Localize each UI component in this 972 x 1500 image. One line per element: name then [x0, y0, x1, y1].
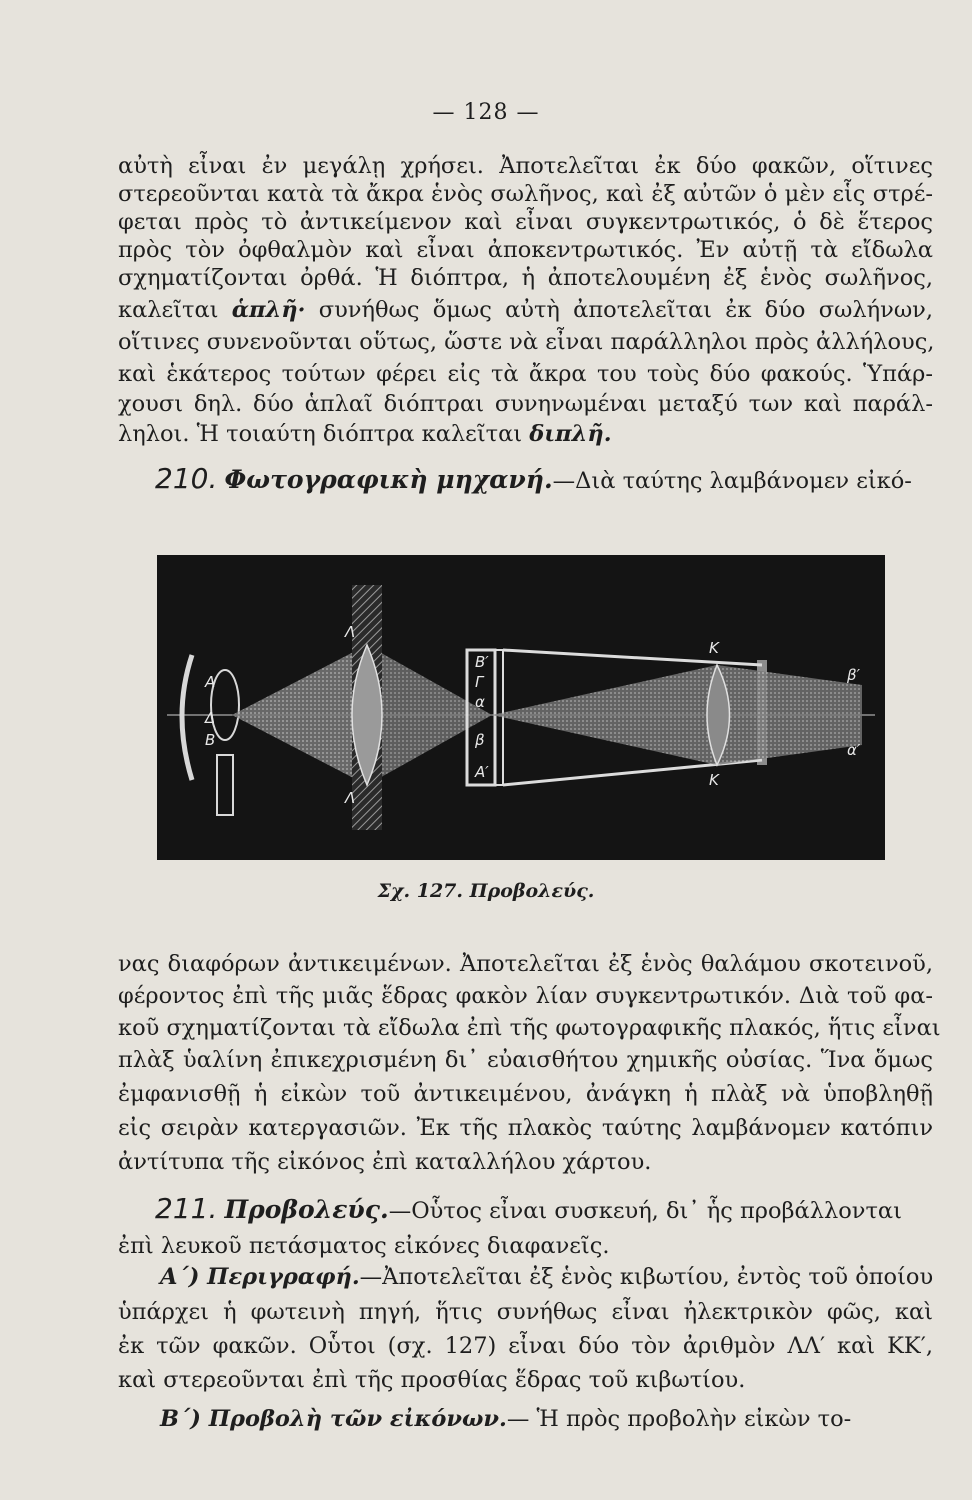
section-title: Προβολεύς. [224, 1195, 389, 1224]
text-line: αὐτὴ εἶναι ἐν μεγάλῃ χρήσει. Ἀποτελεῖται ἐκ δύο φακῶν, οἵτινες [118, 153, 933, 179]
lamp-base [217, 755, 233, 815]
text-line [118, 296, 933, 324]
text-fragment: συνήθως ὅμως αὐτὴ ἀποτελεῖται ἐκ δύο σωλήνων, [305, 297, 933, 323]
label-alpha: α [475, 693, 485, 711]
figure-caption: Σχ. 127. Προβολεύς. [377, 880, 595, 902]
text-line: φέροντος ἐπὶ τῆς μιᾶς ἕδρας φακὸν λίαν συγκεντρωτικόν. Διὰ τοῦ φα- [118, 983, 933, 1009]
text-line: πρὸς τὸν ὀφθαλμὸν καὶ εἶναι ἀποκεντρωτικός. Ἐν αὐτῇ τὰ εἴδωλα [118, 237, 933, 263]
page-number: — 128 — [432, 100, 540, 125]
section-210-heading [155, 462, 935, 495]
section-title: Φωτογραφικὴ μηχανή. [224, 465, 553, 494]
label-Delta: Δ [205, 709, 216, 727]
subsection-b-heading [160, 1406, 851, 1432]
label-Lambda-top: Λ [345, 623, 356, 641]
label-beta: β [475, 731, 485, 749]
subsection-text: — Ἡ πρὸς προβολὴν εἰκὼν το- [506, 1406, 852, 1432]
text-line: πλὰξ ὑαλίνη ἐπικεχρισμένη δι᾿ εὐαισθήτου χημικῆς οὐσίας. Ἵνα ὅμως [118, 1047, 933, 1073]
projector-diagram-svg [157, 555, 885, 860]
text-line: κοῦ σχηματίζονται τὰ εἴδωλα ἐπὶ τῆς φωτογραφικῆς πλακός, ἥτις εἶναι [118, 1015, 941, 1041]
text-line: φεται πρὸς τὸ ἀντικείμενον καὶ εἶναι συγκεντρωτικός, ὁ δὲ ἕτερος [118, 209, 933, 235]
section-number: 210. [155, 462, 218, 495]
text-line: ἐπὶ λευκοῦ πετάσματος εἰκόνες διαφανεῖς. [118, 1233, 610, 1259]
text-line: χουσι δηλ. δύο ἁπλαῖ διόπτραι συνηνωμέναι μεταξύ των καὶ παράλ- [118, 391, 933, 417]
label-A: Α [205, 673, 216, 691]
term-diple: διπλῆ. [529, 421, 612, 447]
text-line: ἐκ τῶν φακῶν. Οὗτοι (σχ. 127) εἶναι δύο τὸν ἀριθμὸν ΛΛ′ καὶ ΚΚ′, [118, 1333, 933, 1359]
text-fragment: καλεῖται [118, 297, 232, 323]
section-text: —Οὗτος εἶναι συσκευή, δι᾿ ἧς προβάλλονται [388, 1198, 902, 1224]
subsection-text: —Ἀποτελεῖται ἐξ ἑνὸς κιβωτίου, ἐντὸς τοῦ ὁποίου [359, 1264, 934, 1290]
text-line: ἐμφανισθῇ ἡ εἰκὼν τοῦ ἀντικειμένου, ἀνάγκη ἡ πλὰξ νὰ ὑποβληθῇ [118, 1081, 933, 1107]
subsection-a-heading [160, 1264, 933, 1290]
label-beta-prime: β′ [847, 666, 860, 684]
text-line [118, 420, 933, 448]
label-A-prime: Α′ [475, 763, 489, 781]
label-K-bottom: Κ [709, 771, 719, 789]
section-211-heading [155, 1192, 935, 1225]
text-line: ἀντίτυπα τῆς εἰκόνος ἐπὶ καταλλήλου χάρτου. [118, 1149, 652, 1175]
reflector-mirror [182, 655, 192, 780]
text-line: καὶ ἑκάτερος τούτων φέρει εἰς τὰ ἄκρα του τοὺς δύο φακούς. Ὑπάρ- [118, 361, 933, 387]
label-B-prime: Β′ [475, 653, 489, 671]
label-K-top: Κ [709, 639, 719, 657]
label-Lambda-bottom: Λ [345, 789, 356, 807]
tube-top [503, 650, 762, 665]
subsection-title: Β´) Προβολὴ τῶν εἰκόνων. [160, 1406, 507, 1432]
label-B: Β [205, 731, 216, 749]
section-text: —Διὰ ταύτης λαμβάνομεν εἰκό- [552, 468, 912, 494]
text-line: οἵτινες συνενοῦνται οὕτως, ὥστε νὰ εἶναι παράλληλοι πρὸς ἀλλήλους, [118, 329, 935, 355]
projection-beam [492, 665, 862, 765]
text-line: σχηματίζονται ὀρθά. Ἡ διόπτρα, ἡ ἀποτελουμένη ἐξ ἑνὸς σωλῆνος, [118, 265, 933, 291]
light-cone-right [367, 645, 492, 785]
light-cone-left [232, 645, 367, 785]
label-Gamma: Γ [475, 673, 484, 691]
text-fragment: ληλοι. Ἡ τοιαύτη διόπτρα καλεῖται [118, 421, 530, 447]
label-alpha-prime: α′ [847, 741, 861, 759]
projector-diagram [157, 555, 885, 860]
subsection-title: Α´) Περιγραφή. [160, 1264, 360, 1290]
term-haple: ἁπλῆ· [231, 297, 306, 323]
text-line: στερεοῦνται κατὰ τὰ ἄκρα ἑνὸς σωλῆνος, καὶ ἐξ αὐτῶν ὁ μὲν εἷς στρέ- [118, 181, 933, 207]
text-line: εἰς σειρὰν κατεργασιῶν. Ἐκ τῆς πλακὸς ταύτης λαμβάνομεν κατόπιν [118, 1115, 933, 1141]
section-number: 211. [155, 1192, 218, 1225]
text-line: νας διαφόρων ἀντικειμένων. Ἀποτελεῖται ἐξ ἑνὸς θαλάμου σκοτεινοῦ, [118, 951, 933, 977]
text-line: ὑπάρχει ἡ φωτεινὴ πηγή, ἥτις συνήθως εἶναι ἠλεκτρικὸν φῶς, καὶ [118, 1299, 933, 1325]
text-line: καὶ στερεοῦνται ἐπὶ τῆς προσθίας ἕδρας τοῦ κιβωτίου. [118, 1367, 746, 1393]
